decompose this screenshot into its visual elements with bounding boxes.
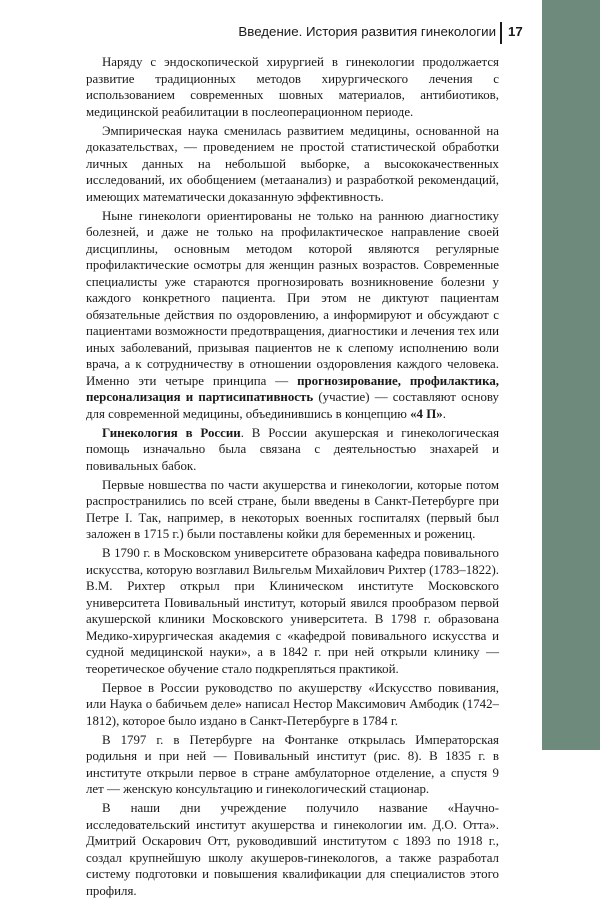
side-accent-bar xyxy=(542,0,600,750)
paragraph-gynecology-russia xyxy=(86,425,499,475)
paragraph-moscow-university: В 1790 г. в Московском университете образована кафедра повивального искусства, которую возглавил Вильгельм Михайлович Рихтер (1783–1822). В.М. Рихтер открыл при Клиническом институте Московского университета Повивальный институт, который явился прообразом первой акушерской клиники Московского университета. В 1798 г. образована Медико-хирургическая академия с «кафедрой повивального искусства и судной медицинской науки», а в 1842 г. при ней открыли клинику — теоретическое обучение стало подкрепляться практикой. xyxy=(86,546,499,676)
text-run: Ныне гинекологи ориентированы не только на раннюю диагностику болезней, и даже не только на профилактическое направление своей дисциплины, основным методом которой являются регулярные профилактические осмотры для женщин разных возрастов. Современные специалисты уже стараются прогнозировать возникновение болезни у каждого конкретного пациента. При этом не диктуют пациентам обязательные действия по оздоровлению, а информируют и обсуждают с пациентами возможности предотвращения, диагностики и лечения тех или иных заболеваний, призывая пациентов не к слепому исполнению воли врача, а к сотрудничеству в отношении оздоровления каждого человека. Именно эти четыре принципа — xyxy=(86,208,499,388)
running-header xyxy=(0,22,600,46)
paragraph-4p-concept xyxy=(86,208,499,423)
body-text xyxy=(86,54,499,902)
run-in-heading: Гинекология в России xyxy=(102,425,241,440)
header-separator xyxy=(500,22,502,44)
text-run: (участие) — составляют основу для современной медицины, объединившись в концепцию xyxy=(86,390,499,421)
paragraph-endoscopy: Наряду с эндоскопической хирургией в гинекологии продолжается развитие традиционных методов хирургического лечения с использованием современных шовных материалов, антибиотиков, медицинской реабилитации в послеоперационном периоде. xyxy=(86,55,499,119)
header-title: Введение. История развития гинекологии xyxy=(238,24,496,39)
text-run: . В России акушерская и гинекологическая помощь изначально была связана с деятельностью знахарей и повивальных бабок. xyxy=(86,425,500,473)
paragraph-ambodik: Первое в России руководство по акушерству «Искусство повивания, или Наука о бабичьем деле» написал Нестор Максимович Амбодик (1742–1812), которое было издано в Санкт-Петербурге в 1784 г. xyxy=(86,680,499,728)
paragraph-peter-first: Первые новшества по части акушерства и гинекологии, которые потом распространились по всей стране, были введены в Санкт-Петербурге при Петре I. Так, например, в некоторых военных госпиталях (первый был заложен в 1715 г.) были поставлены койки для беременных и рожениц. xyxy=(86,477,499,541)
text-run: . xyxy=(442,406,446,421)
bold-term-4p: «4 П» xyxy=(410,406,443,421)
bold-term-principles: прогнозирование, профилактика, персонализация и партисипативность xyxy=(86,373,499,404)
paragraph-evidence-based: Эмпирическая наука сменилась развитием медицины, основанной на доказательствах, — проведением не простой статистической обработки личных данных на небольшой выборке, а высококачественных исследований, их обобщением (метаанализ) и разработкой рекомендаций, имеющих математически доказанную эффективность. xyxy=(86,123,499,204)
paragraph-ott-institute: В наши дни учреждение получило название «Научно-исследовательский институт акушерства и гинекологии им. Д.О. Отта». Дмитрий Оскарович Отт, руководивший институтом с 1893 по 1918 г., создал крупнейшую школу акушеров-гинекологов, а также разработал систему подготовки и повышения квалификации для специалистов этого профиля. xyxy=(86,801,499,898)
paragraph-fontanka: В 1797 г. в Петербурге на Фонтанке открылась Императорская родильня и при ней — Повивальный институт (рис. 8). В 1835 г. в институте открыли первое в стране амбулаторное отделение, а спустя 9 лет — женскую консультацию и гинекологический стационар. xyxy=(86,732,499,796)
page-number: 17 xyxy=(508,24,523,39)
